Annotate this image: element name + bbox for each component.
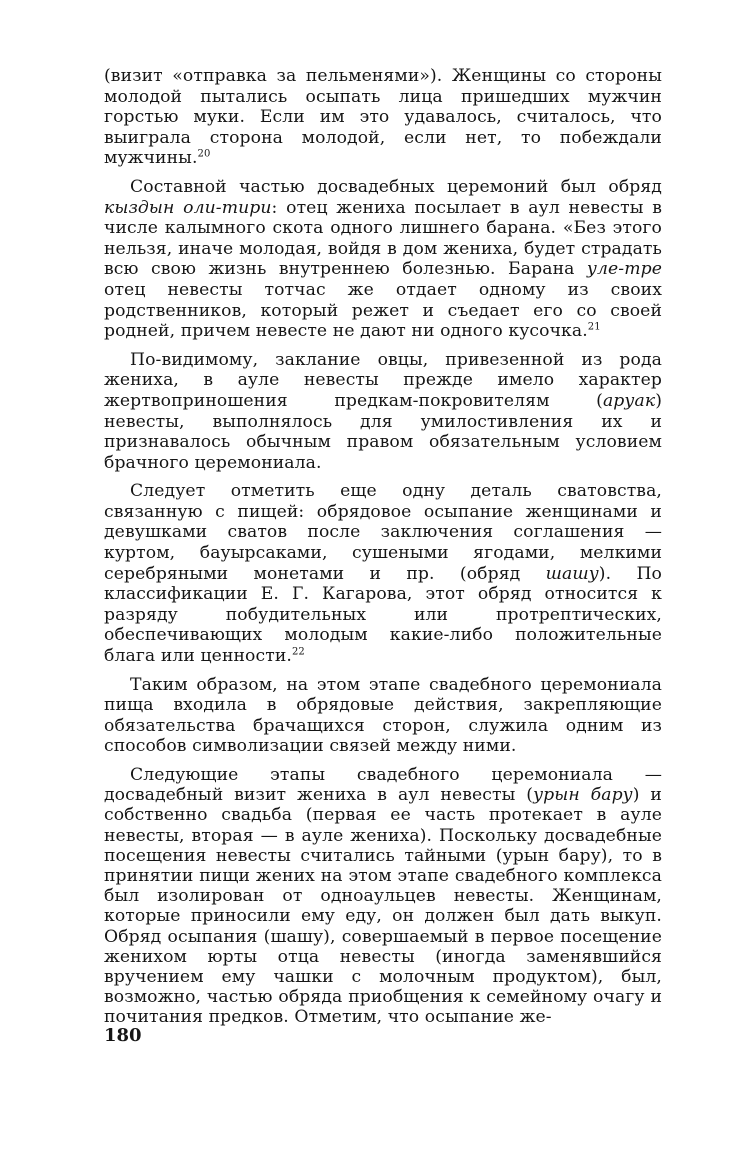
page-body [104,66,662,1036]
italic-term: аруак [602,390,656,411]
text-run: : отец жениха посылает в аул невесты в числе калымного скота одного лишнего барана. «Без этого нельзя, иначе молодая, войдя в дом жениха, будет страдать всю свою жизнь внутреннею болезнью. Барана [104,197,663,280]
text-run: отец невесты тотчас же отдает одному из своих родственников, который режет и съедает его со своей родней, причем невесте не дают ни одного кусочка. [104,279,662,342]
text-run: (визит «отправка за пельменями»). Женщины со стороны молодой пытались осыпать лица пришедших мужчин горстью муки. Если им это удавалось, считалось, что выиграла сторона молодой, если нет, то побеждали мужчины. [104,66,662,169]
text-run: ) и собственно свадьба (первая ее часть протекает в ауле невесты, вторая — в ауле жениха). Поскольку досвадебные посещения невесты считались тайными (урын бару), то в принятии пищи жених на этом этапе свадебного комплекса был изолирован от одноаульцев невесты. Женщинам, которые приносили ему еду, он должен был дать выкуп. Обряд осыпания (шашу), совершаемый в первое посещение женихом юрты отца невесты (иногда заменявшийся вручением ему чашки с молочным продуктом), был, возможно, частью обряда приобщения к семейному очагу и почитания предков. Отметим, что осыпание же- [104,785,662,1028]
text-run: Таким образом, на этом этапе свадебного церемониала пища входила в обрядовые действия, закрепляющие обязательства брачащихся сторон, служила одним из способов символизации связей между ними. [104,674,662,757]
paragraph-6 [104,765,662,1028]
italic-term: урын бару [533,785,633,806]
paragraph-1 [104,66,662,169]
text-run: ) невесты, выполнялось для умилостивления их и признавалось обычным правом обязательным условием брачного церемониала. [104,390,662,473]
paragraph-5 [104,675,662,757]
page-number: 180 [104,1025,142,1046]
italic-term: уле-тре [586,259,662,280]
italic-term: шашу [545,563,599,584]
text-run: Следующие этапы свадебного церемониала — досвадебный визит жениха в аул невесты ( [104,765,662,806]
footnote-marker: 20 [197,148,211,160]
footnote-marker: 22 [291,646,305,658]
paragraph-4 [104,481,662,666]
paragraph-2 [104,177,662,342]
text-run: Следует отметить еще одну деталь сватовства, связанную с пищей: обрядовое осыпание женщинами и девушками сватов после заключения соглашения — куртом, бауырсаками, сушеными ягодами, мелкими серебряными монетами и пр. (обряд [104,481,662,584]
text-run: По-видимому, заклание овцы, привезенной из рода жениха, в ауле невесты прежде имело характер жертвоприношения предкам-покровителям ( [104,349,662,411]
text-run: Составной частью досвадебных церемоний был обряд [130,176,662,197]
paragraph-3 [104,350,662,474]
text-run: ). По классификации Е. Г. Кагарова, этот обряд относится к разряду побудительных или протрептических, обеспечивающих молодым какие-либо положительные блага или ценности. [104,563,662,667]
italic-term: кыздын оли-тири [104,197,272,218]
footnote-marker: 21 [587,321,601,333]
